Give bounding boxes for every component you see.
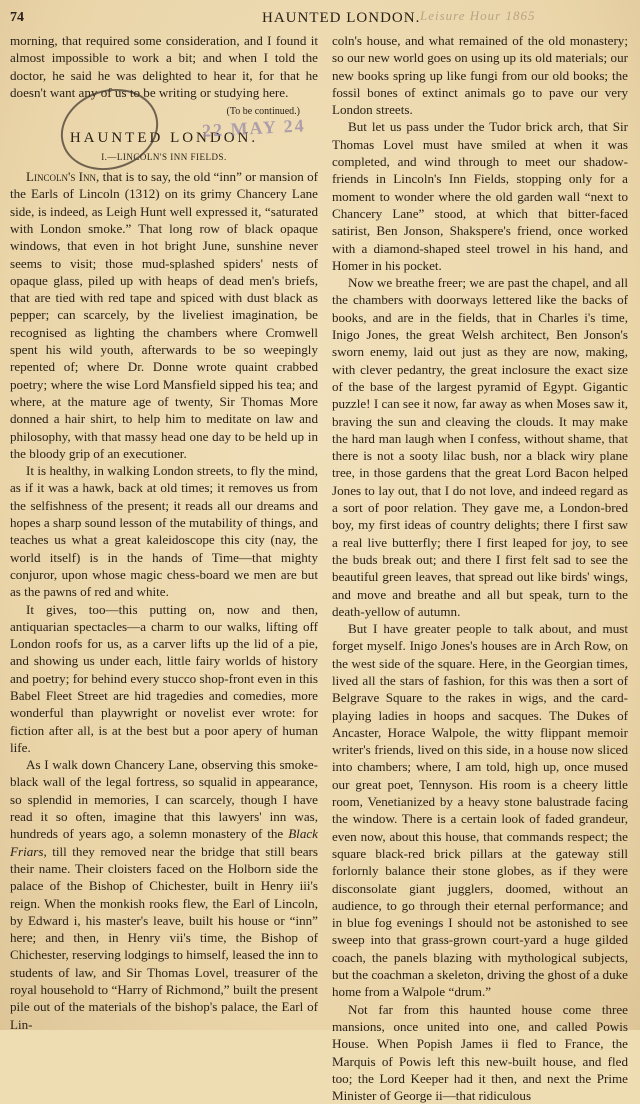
paragraph: But let us pass under the Tudor brick arch, that Sir Thomas Lovel must have smiled at when it was completed, and wind through to meet our shadow-friends in Lincoln's Inn Fields, stopping only for a moment to wonder where the old garden wall “next to Chancery Lane” stood, at which that bitter-faced satirist, Ben Jonson, Shakspere's friend, once worked with a diamond-shaped steel trowel in his hand, and Homer in his pocket. [332, 119, 628, 273]
italic-phrase: Black Friars [10, 826, 318, 859]
paragraph: Not far from this haunted house come three mansions, once united into one, and called Powis House. When Popish James ii fled to France, the Marquis of Powis left this new-built house, and fled too; the Lord Keeper had it then, and next the Prime Minister of George ii—that ridiculous [332, 1001, 628, 1104]
lead-word: Lincoln's Inn, [26, 169, 100, 185]
page-header [0, 8, 640, 30]
paragraph-text: that is to say, the old “inn” or mansion of the Earls of Lincoln (1312) on its grimy Chancery Lane side, is indeed, as Leigh Hunt well expressed it, “saturated with London smoke.” That long row of black opaque windows, that even in hot bright June, sunshine never seems to visit; those mud-splashed spiders' nests of opaque glass, piled up with heaps of dead men's briefs, that are tied with red tape and spiced with dust black as pepper; can scarcely, by the liveliest imagination, be recognised as lighting the chambers where Cromwell spent his wild youth, afterwards to be so weepingly repented of; where Dr. Donne wrote quaint crabbed poetry; where the wise Lord Mansfield sipped his tea; and where, at the mature age of twenty, Sir Thomas More donned a hair shirt, to help him to meditate on law and philosophy, with that massy head one day to be held up in the bloody grip of an executioner. [10, 169, 318, 461]
paragraph: coln's house, and what remained of the old monastery; so our new world goes on using up its old materials; our new books spring up like fungi from our old books; the fossil bones of extinct animals go to pave our very London streets. [332, 33, 628, 118]
article-title: HAUNTED LONDON. [69, 130, 259, 147]
section-heading: I.—LINCOLN'S INN FIELDS. [101, 151, 227, 162]
paragraph [10, 168, 318, 462]
left-column [10, 32, 318, 1033]
opening-paragraph: morning, that required some consideration, and I found it almost impossible to work a bit; and when I told the doctor, he said he was delighted to hear it, for that he doesn't want any of us to be writing or studying here. [10, 33, 318, 100]
page-number: 74 [10, 10, 24, 25]
paragraph-text: As I walk down Chancery Lane, observing this smoke-black wall of the legal fortress, so squalid in appearance, so splendid in memories, I can scarcely, though I have read it so often, imagine that this lawyers' inn was, hundreds of years ago, a solemn monastery of the [10, 757, 318, 842]
paragraph: It is healthy, in walking London streets, to fly the mind, as if it was a hawk, back at old times; it removes us from the selfishness of the present; it reads all our dreams and hopes a sharp sound lesson of the mutability of things, and teaches us what a great kaleidoscope this city (nay, the world itself) is in the hands of Time—that mighty conjuror, upon whose magic chess-board we men are but as the pawns of red and white. [10, 463, 318, 600]
handwritten-note: Leisure Hour 1865 [420, 8, 536, 23]
paragraph-text: , till they removed near the bridge that still bears their name. Their cloisters faced on the Holborn side the palace of the Bishop of Chichester, built in Henry iii's reign. When the monkish rooks flew, the Earl of Lincoln, by Edward i, his master's leave, built his house or “inn” here; and then, in Henry vii's time, the Bishop of Chichester, reserving lodgings to himself, leased the inn to students of law, and Sir Thomas Lovel, treasurer of the royal household to “Harry of Richmond,” built the present pile out of the materials of the bishop's palace, the Earl of Lin- [10, 843, 318, 1032]
paragraph: Now we breathe freer; we are past the chapel, and all the chambers with doorways lettered like the backs of books, and are in the fields, that in Charles i's time, Inigo Jones, the great Welsh architect, Ben Jonson's sworn enemy, laid out just as they are now, making, with clever pedantry, the great inclosure the exact size of the base of the largest pyramid of Egypt. Gigantic puzzle! I can see it now, far away as when Moses saw it, braving the sun and cleaving the clouds. It may make the hard man laugh when I confess, without shame, that there is not a sooty lilac bush, nor a black wiry plane tree, in those gardens that the great Lord Bacon helped Jones to lay out, that I do not love, and indeed regard as a sort of poor relation. They gave me, a London-bred boy, my first ideas of country delights; there I first saw a real live butterfly; there I first leaped for joy, to see the buds break out; and there I first felt sad to see the beautiful green leaves, that spread out like birds' wings, and move and breathe and all but speak, turn to the death-yellow of autumn. [332, 275, 628, 619]
running-title: HAUNTED LONDON. [262, 10, 421, 26]
date-stamp: 22 MAY 24 [201, 115, 307, 141]
right-column [332, 32, 628, 1104]
to-be-continued: (To be continued.) [226, 106, 300, 118]
paragraph: But I have greater people to talk about, and must forget myself. Inigo Jones's houses are in Arch Row, on the west side of the square. Here, in the Georgian times, lived all the stars of fashion, for this was then a sort of Belgrave Square to the rakes in wigs, and the card-playing ladies in hoops and sacques. The Dukes of Ancaster, Horace Walpole, the witty flippant memoir writer's friends, lived on this side, in a house now sliced into chambers; where, I am told, high up, once mused our great poet, Tennyson. His room is a cheery little room, Venetianized by a heavy stone balustrade facing the window. There is a certain look of faded grandeur, even now, about this house, that commands respect; the square black-red brick pillars at the gateway still forlornly balance their stone globes, as if they were disconsolate giant jugglers, doomed, without an audience, to go through their eternal performance; and in blue fog evenings I should not be astonished to see sweep into that grass-grown court-yard a huge gilded coach, the panels blazing with mythological subjects, but the coachman a skeleton, driving the ghost of a duke home from a Walpole “drum.” [332, 621, 628, 1000]
paragraph: It gives, too—this putting on, now and then, antiquarian spectacles—a charm to our walks, lifting off London roofs for us, as a carver lifts up the lid of a pie, and showing us under each, little fairy worlds of history and poetry; for behind every stucco shop-front even in this Babel Fleet Street are hid tragedies and comedies, more wonderful than playwright or novelist ever wrote: for fiction after all, is at the best but a poor apery of human life. [10, 601, 318, 755]
paragraph [10, 756, 318, 1033]
